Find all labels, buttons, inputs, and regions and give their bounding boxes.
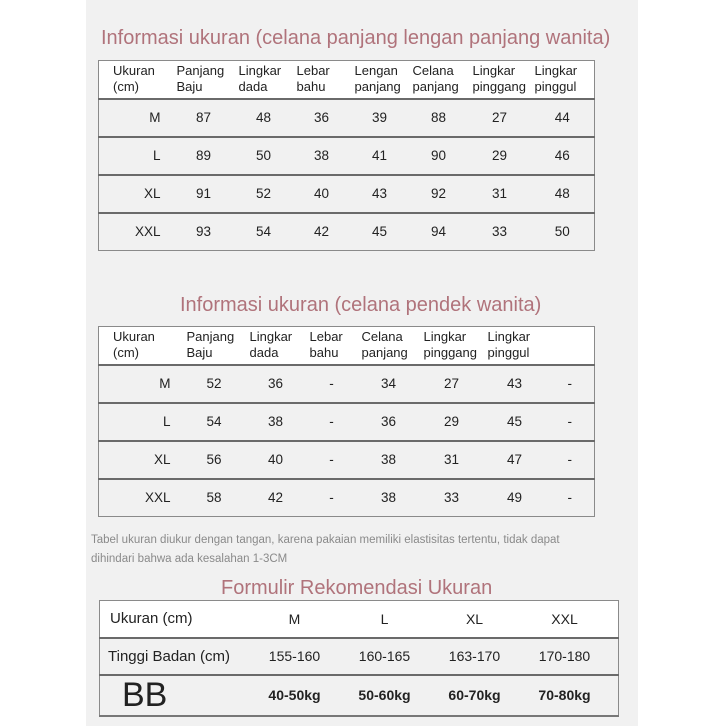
value-cell: 31 [420,441,484,479]
column-header [484,327,546,365]
short-pants-size-table [98,326,595,517]
header-line: Baju [186,345,213,361]
size-cell: XXL [99,213,173,251]
value-cell: 41 [351,137,409,175]
header-line: Panjang [176,63,225,79]
value-cell: 47 [484,441,546,479]
value-cell: 54 [183,403,246,441]
value-cell: - [546,441,595,479]
value-cell: 42 [246,479,306,517]
value-cell: 36 [246,365,306,403]
table-row [99,403,595,441]
weight-label: BB [100,675,250,716]
value-cell: 90 [409,137,469,175]
header-row [99,327,595,365]
size-recommendation-table [99,600,619,717]
size-cell: M [99,99,173,137]
height-xxl: 170-180 [520,638,610,675]
column-header [409,61,469,99]
weight-row [100,675,619,716]
measurement-note: Tabel ukuran diukur dengan tangan, karena pakaian memiliki elastisitas tertentu, tidak dapat dihindari bahwa ada kesalahan 1-3CM [91,534,560,565]
column-header [246,327,306,365]
header-line: (cm) [113,79,139,95]
header-line: pinggul [534,79,577,95]
size-cell: M [99,365,183,403]
value-cell: 92 [409,175,469,213]
value-cell: 93 [173,213,235,251]
value-cell: 39 [351,99,409,137]
size-cell: L [99,137,173,175]
weight-xl: 60-70kg [430,675,520,716]
column-header [173,61,235,99]
header-line: dada [249,345,279,361]
value-cell: 89 [173,137,235,175]
value-cell: 43 [484,365,546,403]
column-header [99,61,173,99]
header-line: Ukuran [113,329,155,345]
empty-cell [610,601,619,638]
value-cell: 58 [183,479,246,517]
value-cell: 29 [420,403,484,441]
table-row [99,441,595,479]
value-cell: - [306,403,358,441]
value-cell: 48 [531,175,595,213]
value-cell: 38 [293,137,351,175]
empty-cell [610,638,619,675]
value-cell: 38 [246,403,306,441]
height-l: 160-165 [340,638,430,675]
header-line: dada [238,79,268,95]
header-row [99,61,595,99]
column-header [358,327,420,365]
height-m: 155-160 [250,638,340,675]
header-line: pinggul [487,345,530,361]
value-cell: - [306,479,358,517]
header-line: Baju [176,79,203,95]
column-header [99,327,183,365]
header-line: pinggang [472,79,526,95]
header-line: Lebar [296,63,330,79]
header-line: Lingkar [423,329,467,345]
size-m: M [250,601,340,638]
header-line: pinggang [423,345,477,361]
header-line: (cm) [113,345,139,361]
table-row [99,479,595,517]
value-cell: 43 [351,175,409,213]
header-line: Lingkar [534,63,578,79]
value-cell: 29 [469,137,531,175]
weight-xxl: 70-80kg [520,675,610,716]
header-line: bahu [309,345,339,361]
header-line: Lebar [309,329,343,345]
value-cell: 31 [469,175,531,213]
table-row [99,99,595,137]
value-cell: - [546,365,595,403]
header-line: Lingkar [487,329,531,345]
value-cell: 49 [484,479,546,517]
table3-title: Formulir Rekomendasi Ukuran [221,577,493,599]
value-cell: - [306,365,358,403]
value-cell: 38 [358,479,420,517]
value-cell: 33 [469,213,531,251]
header-line: Celana [412,63,454,79]
value-cell: 36 [358,403,420,441]
value-cell: 94 [409,213,469,251]
column-header [293,61,351,99]
size-cell: XL [99,175,173,213]
column-header [351,61,409,99]
empty-cell [610,675,619,716]
header-line: Panjang [186,329,235,345]
weight-m: 40-50kg [250,675,340,716]
table-row [99,213,595,251]
value-cell: 50 [531,213,595,251]
header-line: Celana [361,329,403,345]
header-line: panjang [354,79,401,95]
table-row [99,365,595,403]
value-cell: 45 [484,403,546,441]
column-header [183,327,246,365]
value-cell: - [546,403,595,441]
value-cell: 33 [420,479,484,517]
table2-title: Informasi ukuran (celana pendek wanita) [180,294,542,316]
long-pants-size-table [98,60,595,251]
size-l: L [340,601,430,638]
value-cell: 54 [235,213,293,251]
header-line: bahu [296,79,326,95]
table1-title: Informasi ukuran (celana panjang lengan panjang wanita) [101,27,611,49]
table-row [99,137,595,175]
column-header [531,61,595,99]
value-cell: - [306,441,358,479]
size-xl: XL [430,601,520,638]
value-cell: 48 [235,99,293,137]
value-cell: 40 [293,175,351,213]
header-line: panjang [361,345,408,361]
value-cell: 44 [531,99,595,137]
header-line: Lingkar [238,63,282,79]
value-cell: 87 [173,99,235,137]
size-cell: XL [99,441,183,479]
value-cell: 45 [351,213,409,251]
height-xl: 163-170 [430,638,520,675]
value-cell: 46 [531,137,595,175]
column-header [235,61,293,99]
value-cell: 27 [420,365,484,403]
header-line: Ukuran [113,63,155,79]
value-cell: 27 [469,99,531,137]
value-cell: 88 [409,99,469,137]
table-row [99,175,595,213]
column-header [469,61,531,99]
value-cell: 91 [173,175,235,213]
column-header [420,327,484,365]
size-row [100,601,619,638]
value-cell: - [546,479,595,517]
value-cell: 52 [235,175,293,213]
weight-l: 50-60kg [340,675,430,716]
header-line: Lingkar [472,63,516,79]
size-xxl: XXL [520,601,610,638]
value-cell: 52 [183,365,246,403]
column-header [306,327,358,365]
height-row [100,638,619,675]
height-label: Tinggi Badan (cm) [100,638,250,675]
size-cell: L [99,403,183,441]
value-cell: 56 [183,441,246,479]
size-cell: XXL [99,479,183,517]
value-cell: 34 [358,365,420,403]
header-line: Lingkar [249,329,293,345]
header-line: Lengan [354,63,398,79]
value-cell: 40 [246,441,306,479]
value-cell: 42 [293,213,351,251]
value-cell: 50 [235,137,293,175]
value-cell: 38 [358,441,420,479]
column-header [546,327,595,365]
size-label: Ukuran (cm) [100,601,250,638]
header-line: panjang [412,79,459,95]
value-cell: 36 [293,99,351,137]
